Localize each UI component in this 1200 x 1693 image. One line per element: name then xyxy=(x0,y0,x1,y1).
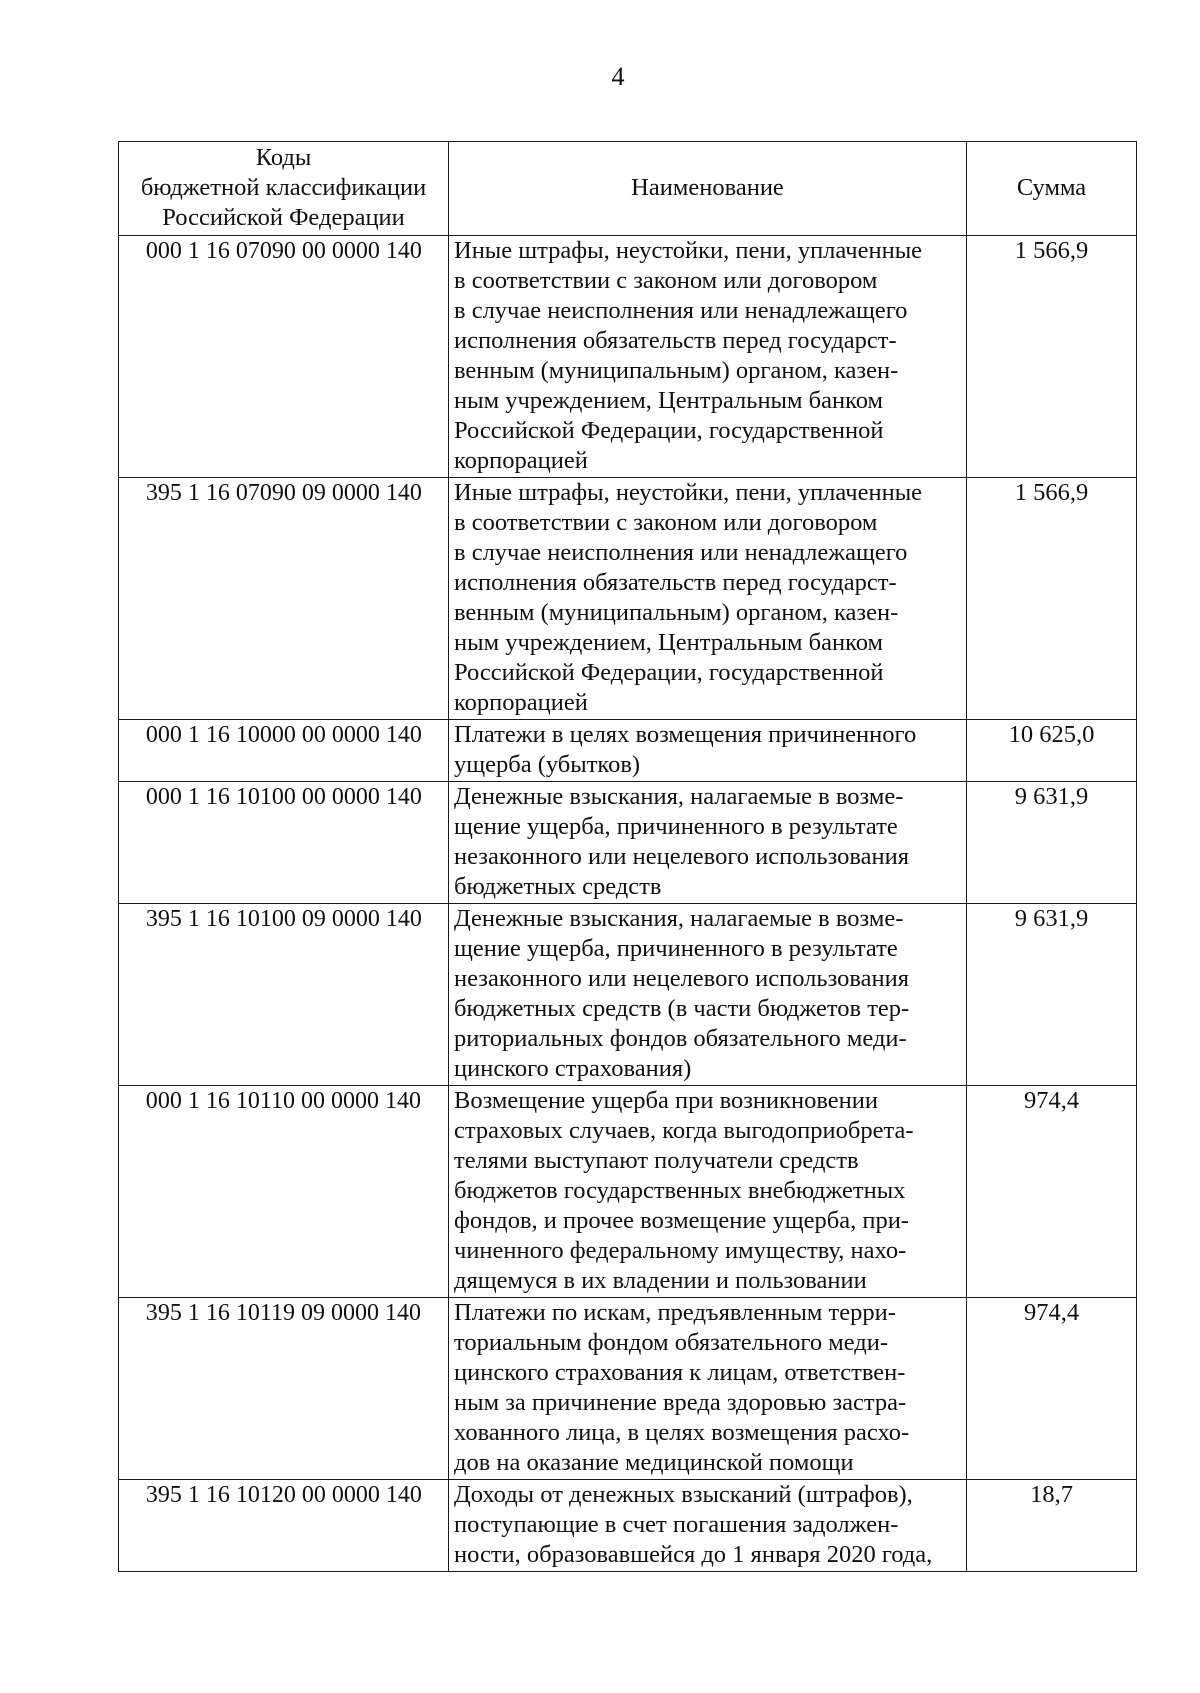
row-name-line: Платежи по искам, предъявленным терри- xyxy=(454,1299,896,1326)
row-name-line: ториальным фондом обязательного меди- xyxy=(454,1329,889,1356)
row-sum: 9 631,9 xyxy=(967,904,1137,1086)
row-name xyxy=(449,720,967,782)
row-name-line: ным учреждением, Центральным банком xyxy=(454,387,884,414)
row-name-line: чиненного федеральному имуществу, нахо- xyxy=(454,1237,907,1264)
header-codes-line: Коды xyxy=(255,144,312,171)
table-row xyxy=(119,720,1137,782)
row-name-line: исполнения обязательств перед государст- xyxy=(454,327,897,354)
row-name-line: Доходы от денежных взысканий (штрафов), xyxy=(454,1481,913,1508)
row-name-line: венным (муниципальным) органом, казен- xyxy=(454,357,899,384)
row-name-line: цинского страхования) xyxy=(454,1055,692,1082)
row-sum: 1 566,9 xyxy=(967,478,1137,720)
row-code xyxy=(119,1086,449,1298)
row-name-line: корпорацией xyxy=(454,689,588,716)
row-name-line: исполнения обязательств перед государст- xyxy=(454,569,897,596)
row-code xyxy=(119,1298,449,1480)
row-name-line: бюджетов государственных внебюджетных xyxy=(454,1177,906,1204)
row-name-line: Российской Федерации, государственной xyxy=(454,417,884,444)
row-name xyxy=(449,1298,967,1480)
row-name-line: ущерба (убытков) xyxy=(454,751,641,778)
row-name-line: хованного лица, в целях возмещения расхо- xyxy=(454,1419,910,1446)
header-name: Наименование xyxy=(449,142,967,236)
table-row xyxy=(119,1480,1137,1572)
header-codes-line: бюджетной классификации xyxy=(140,174,427,201)
row-sum: 974,4 xyxy=(967,1298,1137,1480)
row-name-line: ным учреждением, Центральным банком xyxy=(454,629,884,656)
row-name-line: в случае неисполнения или ненадлежащего xyxy=(454,297,908,324)
row-code xyxy=(119,904,449,1086)
table-row xyxy=(119,904,1137,1086)
table-row xyxy=(119,1298,1137,1480)
row-code-text: 000 1 16 10110 00 0000 140 xyxy=(145,1087,422,1114)
row-code xyxy=(119,236,449,478)
row-sum: 974,4 xyxy=(967,1086,1137,1298)
row-name-line: бюджетных средств (в части бюджетов тер- xyxy=(454,995,910,1022)
row-name xyxy=(449,1480,967,1572)
table-header-row xyxy=(119,142,1137,236)
row-name-line: ности, образовавшейся до 1 января 2020 года, xyxy=(454,1541,933,1568)
row-name-line: ным за причинение вреда здоровью застра- xyxy=(454,1389,907,1416)
row-name-line: в случае неисполнения или ненадлежащего xyxy=(454,539,908,566)
header-sum: Сумма xyxy=(967,142,1137,236)
row-name-line: Денежные взыскания, налагаемые в возме- xyxy=(454,905,904,932)
row-code-text: 395 1 16 07090 09 0000 140 xyxy=(145,479,422,506)
row-code xyxy=(119,1480,449,1572)
row-name-line: страховых случаев, когда выгодоприобрета- xyxy=(454,1117,914,1144)
table-row xyxy=(119,782,1137,904)
table-row xyxy=(119,236,1137,478)
table-body xyxy=(119,236,1137,1572)
row-name-line: Возмещение ущерба при возникновении xyxy=(454,1087,879,1114)
row-name xyxy=(449,904,967,1086)
row-code-text: 000 1 16 10100 00 0000 140 xyxy=(145,783,422,810)
row-sum: 18,7 xyxy=(967,1480,1137,1572)
row-code-text: 395 1 16 10100 09 0000 140 xyxy=(145,905,422,932)
row-code-text: 000 1 16 07090 00 0000 140 xyxy=(145,237,422,264)
row-code-text: 000 1 16 10000 00 0000 140 xyxy=(145,721,422,748)
row-name-line: щение ущерба, причиненного в результате xyxy=(454,935,898,962)
row-name-line: риториальных фондов обязательного меди- xyxy=(454,1025,907,1052)
row-sum: 1 566,9 xyxy=(967,236,1137,478)
row-name-line: незаконного или нецелевого использования xyxy=(454,843,909,870)
row-name-line: цинского страхования к лицам, ответствен- xyxy=(454,1359,906,1386)
row-name-line: щение ущерба, причиненного в результате xyxy=(454,813,898,840)
row-name-line: незаконного или нецелевого использования xyxy=(454,965,909,992)
table-row xyxy=(119,478,1137,720)
row-code-text: 395 1 16 10119 09 0000 140 xyxy=(145,1299,422,1326)
page-number: 4 xyxy=(611,62,625,91)
row-name-line: Иные штрафы, неустойки, пени, уплаченные xyxy=(454,479,923,506)
row-code xyxy=(119,478,449,720)
row-name-line: фондов, и прочее возмещение ущерба, при- xyxy=(454,1207,909,1234)
row-code xyxy=(119,782,449,904)
row-name-line: дов на оказание медицинской помощи xyxy=(454,1449,854,1476)
row-name-line: в соответствии с законом или договором xyxy=(454,509,878,536)
row-name xyxy=(449,478,967,720)
row-name-line: телями выступают получатели средств xyxy=(454,1147,859,1174)
table-row xyxy=(119,1086,1137,1298)
row-name xyxy=(449,236,967,478)
row-name-line: бюджетных средств xyxy=(454,873,662,900)
row-sum: 10 625,0 xyxy=(967,720,1137,782)
row-name-line: в соответствии с законом или договором xyxy=(454,267,878,294)
row-code-text: 395 1 16 10120 00 0000 140 xyxy=(145,1481,422,1508)
row-name-line: Платежи в целях возмещения причиненного xyxy=(454,721,917,748)
row-name-line: Российской Федерации, государственной xyxy=(454,659,884,686)
row-code xyxy=(119,720,449,782)
budget-classification-table xyxy=(118,141,1137,1572)
row-name-line: Иные штрафы, неустойки, пени, уплаченные xyxy=(454,237,923,264)
row-name-line: Денежные взыскания, налагаемые в возме- xyxy=(454,783,904,810)
row-name-line: корпорацией xyxy=(454,447,588,474)
row-name-line: дящемуся в их владении и пользовании xyxy=(454,1267,867,1294)
row-name xyxy=(449,782,967,904)
row-name xyxy=(449,1086,967,1298)
row-name-line: венным (муниципальным) органом, казен- xyxy=(454,599,899,626)
row-sum: 9 631,9 xyxy=(967,782,1137,904)
row-name-line: поступающие в счет погашения задолжен- xyxy=(454,1511,899,1538)
header-codes xyxy=(119,142,449,236)
header-codes-line: Российской Федерации xyxy=(162,204,405,231)
